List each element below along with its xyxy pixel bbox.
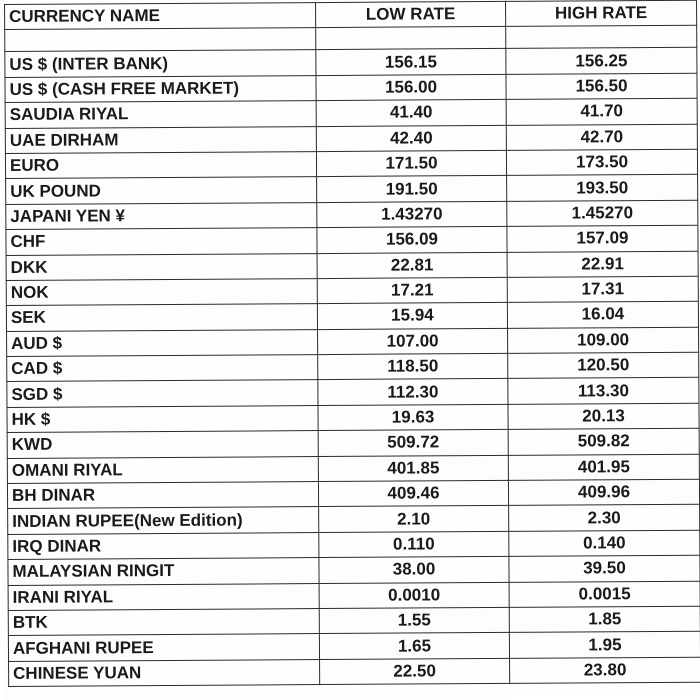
- high-rate-cell: 20.13: [508, 403, 699, 430]
- table-row: [7, 428, 699, 458]
- low-rate-cell: 38.00: [319, 557, 509, 584]
- high-rate-cell: 173.50: [506, 149, 697, 176]
- currency-name-cell: DKK: [6, 253, 317, 280]
- low-rate-cell: 17.21: [317, 277, 507, 304]
- table-row: [6, 302, 698, 332]
- table-row: [6, 251, 698, 281]
- currency-name-cell: AFGHANI RUPEE: [8, 634, 319, 661]
- low-rate-cell: 156.00: [316, 74, 506, 101]
- low-rate-cell: 2.10: [319, 506, 509, 533]
- low-rate-cell: 19.63: [318, 404, 508, 431]
- currency-name-cell: CAD $: [7, 355, 318, 382]
- high-rate-cell: 409.96: [508, 479, 699, 506]
- table-row: [8, 505, 700, 535]
- currency-name-cell: US $ (INTER BANK): [5, 50, 316, 77]
- currency-rates-table: [4, 0, 700, 687]
- table-row: [6, 225, 698, 255]
- table-row: [7, 378, 699, 408]
- high-rate-cell: 0.0015: [509, 581, 700, 608]
- low-rate-cell: 42.40: [316, 125, 506, 152]
- table-row: [6, 200, 698, 230]
- table-row: [8, 555, 700, 585]
- table-row: [9, 657, 700, 687]
- currency-name-cell: CHF: [6, 228, 317, 255]
- low-rate-cell: 509.72: [318, 430, 508, 457]
- low-rate-cell: 1.55: [319, 607, 509, 634]
- high-rate-cell: 39.50: [509, 555, 700, 582]
- table-row: [5, 73, 697, 103]
- low-rate-header: LOW RATE: [316, 1, 506, 28]
- low-rate-cell: 401.85: [318, 455, 508, 482]
- high-rate-cell: 42.70: [506, 124, 697, 151]
- table-row: [7, 454, 699, 484]
- table-body: [5, 26, 700, 687]
- currency-name-cell: UK POUND: [6, 177, 317, 204]
- blank-cell: [506, 26, 697, 49]
- table-row: [5, 124, 697, 154]
- high-rate-cell: 17.31: [507, 276, 698, 303]
- currency-name-cell: HK $: [7, 405, 318, 432]
- high-rate-cell: 401.95: [508, 454, 699, 481]
- currency-name-cell: KWD: [7, 431, 318, 458]
- low-rate-cell: 409.46: [318, 480, 508, 507]
- high-rate-cell: 156.25: [506, 48, 697, 75]
- table-row: [7, 352, 699, 382]
- currency-name-cell: EURO: [5, 152, 316, 179]
- low-rate-cell: 0.0010: [319, 582, 509, 609]
- low-rate-cell: 156.15: [316, 49, 506, 76]
- high-rate-cell: 156.50: [506, 73, 697, 100]
- table-row: [8, 632, 700, 662]
- low-rate-cell: 118.50: [318, 353, 508, 380]
- low-rate-cell: 22.81: [317, 252, 507, 279]
- currency-name-cell: AUD $: [7, 329, 318, 356]
- currency-name-cell: OMANI RIYAL: [7, 456, 318, 483]
- high-rate-cell: 1.95: [509, 632, 700, 659]
- currency-name-cell: UAE DIRHAM: [5, 126, 316, 153]
- blank-cell: [5, 28, 316, 52]
- low-rate-cell: 156.09: [317, 227, 507, 254]
- high-rate-cell: 509.82: [508, 428, 699, 455]
- table-row: [5, 48, 697, 78]
- table-row: [8, 581, 700, 611]
- high-rate-cell: 0.140: [509, 530, 700, 557]
- low-rate-cell: 107.00: [318, 328, 508, 355]
- table-row: [8, 530, 700, 560]
- table-header-row: [5, 0, 697, 30]
- low-rate-cell: 112.30: [318, 379, 508, 406]
- currency-name-cell: INDIAN RUPEE(New Edition): [8, 507, 319, 534]
- high-rate-cell: 113.30: [508, 378, 699, 405]
- low-rate-cell: 1.43270: [317, 201, 507, 228]
- high-rate-cell: 16.04: [507, 302, 698, 329]
- table-row: [8, 606, 700, 636]
- high-rate-cell: 109.00: [508, 327, 699, 354]
- currency-name-cell: BTK: [8, 609, 319, 636]
- table-row: [6, 276, 698, 306]
- high-rate-cell: 1.45270: [507, 200, 698, 227]
- low-rate-cell: 0.110: [319, 531, 509, 558]
- currency-name-cell: JAPANI YEN ¥: [6, 202, 317, 229]
- currency-name-cell: SEK: [6, 304, 317, 331]
- currency-name-cell: SAUDIA RIYAL: [5, 101, 316, 128]
- high-rate-cell: 23.80: [510, 657, 700, 684]
- currency-name-cell: SGD $: [7, 380, 318, 407]
- currency-name-cell: NOK: [6, 278, 317, 305]
- low-rate-cell: 41.40: [316, 100, 506, 127]
- table-row: [6, 175, 698, 205]
- table-row: [5, 98, 697, 128]
- low-rate-cell: 171.50: [316, 150, 506, 177]
- currency-name-header: CURRENCY NAME: [5, 3, 316, 30]
- low-rate-cell: 22.50: [320, 658, 510, 685]
- high-rate-cell: 22.91: [507, 251, 698, 278]
- low-rate-cell: 1.65: [319, 633, 509, 660]
- table-row: [7, 479, 699, 509]
- high-rate-cell: 193.50: [507, 175, 698, 202]
- high-rate-cell: 120.50: [508, 352, 699, 379]
- table-row: [7, 403, 699, 433]
- table-row: [5, 149, 697, 179]
- currency-name-cell: US $ (CASH FREE MARKET): [5, 75, 316, 102]
- currency-name-cell: IRANI RIYAL: [8, 583, 319, 610]
- currency-name-cell: MALAYSIAN RINGIT: [8, 558, 319, 585]
- currency-name-cell: BH DINAR: [7, 482, 318, 509]
- currency-name-cell: IRQ DINAR: [8, 532, 319, 559]
- table-row: [7, 327, 699, 357]
- high-rate-header: HIGH RATE: [506, 0, 697, 27]
- low-rate-cell: 191.50: [317, 176, 507, 203]
- high-rate-cell: 41.70: [506, 98, 697, 125]
- high-rate-cell: 1.85: [509, 606, 700, 633]
- high-rate-cell: 157.09: [507, 225, 698, 252]
- currency-name-cell: CHINESE YUAN: [9, 659, 320, 686]
- blank-cell: [316, 27, 506, 50]
- high-rate-cell: 2.30: [509, 505, 700, 532]
- low-rate-cell: 15.94: [317, 303, 507, 330]
